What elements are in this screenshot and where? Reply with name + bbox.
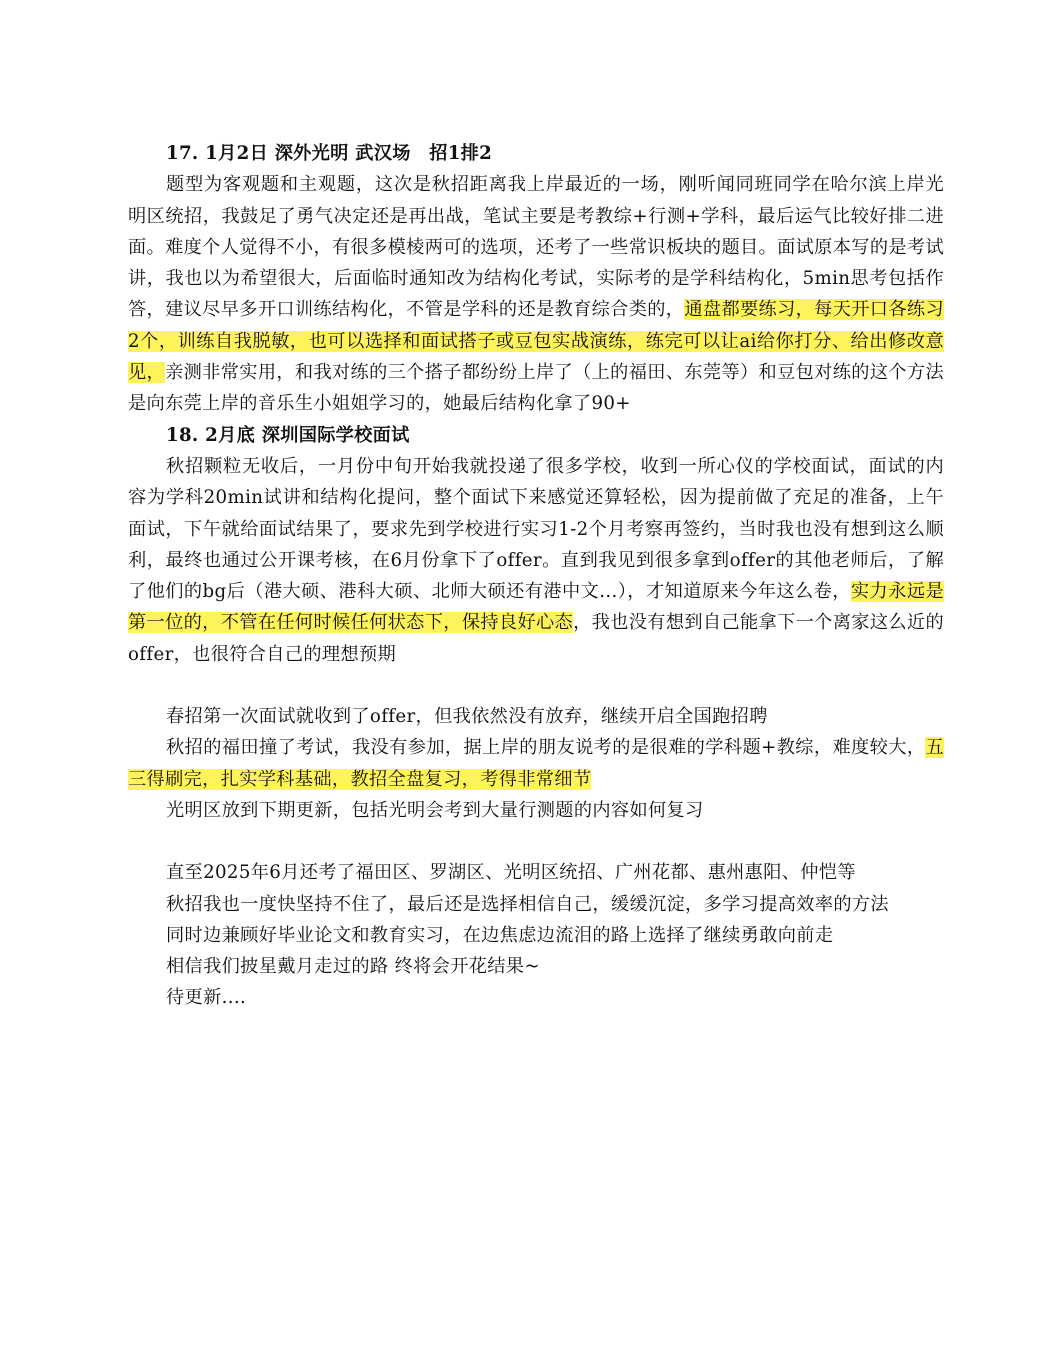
section-body-17: [128, 169, 944, 419]
spacer: [128, 826, 944, 857]
closing-line-5: 待更新....: [166, 987, 247, 1009]
body-text: 秋招的福田撞了考试，我没有参加，据上岸的朋友说考的是很难的学科题+教综，难度较大，: [166, 737, 926, 759]
section-heading-17: 17. 1月2日 深外光明 武汉场 招1排2: [166, 143, 493, 164]
closing-line-3: 同时边兼顾好毕业论文和教育实习，在边焦虑边流泪的路上选择了继续勇敢向前走: [166, 924, 834, 946]
highlighted-text: 实力永远是第一位的，不管在任何时候任何状态下，保持良好心态: [128, 581, 944, 634]
closing-line-1: 直至2025年6月还考了福田区、罗湖区、光明区统招、广州花都、惠州惠阳、仲恺等: [166, 862, 856, 884]
section-body-18: [128, 451, 944, 670]
section-heading-18: 18. 2月底 深圳国际学校面试: [166, 424, 410, 446]
highlighted-text: 五三得刷完，扎实学科基础，教招全盘复习，考得非常细节: [128, 737, 944, 790]
closing-line-4: 相信我们披星戴月走过的路 终将会开花结果~: [166, 956, 540, 978]
spacer: [128, 670, 944, 701]
spring-paragraph: [128, 732, 944, 795]
body-text: 题型为客观题和主观题，这次是秋招距离我上岸最近的一场，刚听闻同班同学在哈尔滨上岸光明区统招，我鼓足了勇气决定还是再出战，笔试主要是考教综+行测+学科，最后运气比较好排二进面。难度个人觉得不小，有很多模棱两可的选项，还考了一些常识板块的题目。面试原本写的是考试讲，我也以为希望很大，后面临时通知改为结构化考试，实际考的是学科结构化，5min思考包括作答，建议尽早多开口训练结构化，不管是学科的还是教育综合类的，: [128, 174, 944, 321]
spring-line-3: 光明区放到下期更新，包括光明会考到大量行测题的内容如何复习: [166, 799, 704, 821]
spring-line-1: 春招第一次面试就收到了offer，但我依然没有放弃，继续开启全国跑招聘: [166, 706, 768, 728]
body-text: 秋招颗粒无收后，一月份中旬开始我就投递了很多学校，收到一所心仪的学校面试，面试的内容为学科20min试讲和结构化提问，整个面试下来感觉还算轻松，因为提前做了充足的准备，上午面试，下午就给面试结果了，要求先到学校进行实习1-2个月考察再签约，当时我也没有想到这么顺利，最终也通过公开课考核，在6月份拿下了offer。直到我见到很多拿到offer的其他老师后，了解了他们的bg后（港大硕、港科大硕、北师大硕还有港中文...），才知道原来今年这么卷，: [128, 455, 944, 603]
highlighted-text: 通盘都要练习，每天开口各练习2个，训练自我脱敏，也可以选择和面试搭子或豆包实战演练，练完可以让ai给你打分、给出修改意见，: [128, 299, 944, 384]
body-text: ，我也没有想到自己能拿下一个离家这么近的offer，也很符合自己的理想预期: [128, 612, 944, 665]
closing-line-2: 秋招我也一度快坚持不住了，最后还是选择相信自己，缓缓沉淀，多学习提高效率的方法: [166, 893, 889, 915]
body-text: 亲测非常实用，和我对练的三个搭子都纷纷上岸了（上的福田、东莞等）和豆包对练的这个方法是向东莞上岸的音乐生小姐姐学习的，她最后结构化拿了90+: [128, 362, 944, 415]
document-page: [128, 138, 944, 1014]
